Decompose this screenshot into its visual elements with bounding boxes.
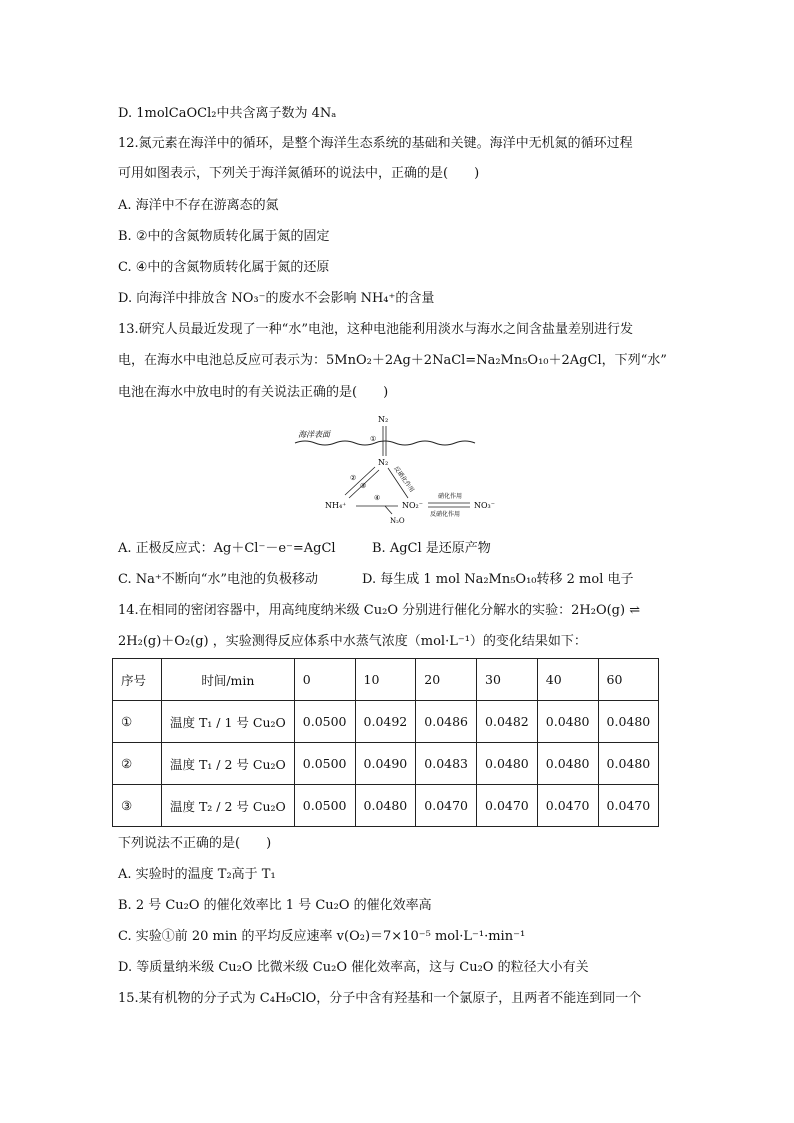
step-3-marker: ③ [360,482,367,490]
table-cell: 0.0500 [294,701,355,743]
table-header-row [113,659,659,701]
table-header-cell: 20 [416,659,477,701]
table-cell: 0.0480 [477,743,538,785]
table-cell: 0.0470 [598,785,659,827]
step-1-marker: ① [370,435,377,443]
q11-option-d: D. 1molCaOCl₂中共含离子数为 4Nₐ [118,106,337,121]
table-cell: 0.0480 [537,701,598,743]
nh4-label: NH₄⁺ [325,501,347,510]
table-header-cell: 30 [477,659,538,701]
denitrification-label-1: 反硝化作用 [392,465,416,494]
table-cell: 0.0500 [294,785,355,827]
step-2-marker: ② [350,474,357,482]
table-header-cell: 序号 [113,659,162,701]
table-cell: ③ [113,785,162,827]
table-header-cell: 时间/min [162,659,295,701]
q12-option-a: A. 海洋中不存在游离态的氮 [118,198,279,213]
table-cell: 温度 T₁ / 2 号 Cu₂O [162,743,295,785]
q12-option-b: B. ②中的含氮物质转化属于氮的固定 [118,229,330,244]
table-row [113,785,659,827]
table-cell: 0.0480 [598,743,659,785]
table-header-cell: 10 [355,659,416,701]
q12-stem-line2: 可用如图表示，下列关于海洋氮循环的说法中，正确的是( ) [118,166,480,181]
q14-option-d: D. 等质量纳米级 Cu₂O 比微米级 Cu₂O 催化效率高，这与 Cu₂O 的粒径大小有关 [118,960,589,975]
table-cell: 0.0480 [598,701,659,743]
table-row [113,701,659,743]
q15-stem-line1: 15.某有机物的分子式为 C₄H₉ClO，分子中含有羟基和一个氯原子，且两者不能连到同一个 [118,991,642,1006]
q13-option-b: B. AgCl 是还原产物 [372,541,491,556]
arrow-to-n2o [385,506,392,514]
nitrification-label: 硝化作用 [438,493,463,500]
q13-stem-line1: 13.研究人员最近发现了一种“水”电池，这种电池能利用淡水与海水之间含盐量差别进行发 [118,322,633,337]
q13-option-a: A. 正极反应式：Ag＋Cl⁻－e⁻=AgCl [118,541,336,556]
table-cell: 温度 T₂ / 2 号 Cu₂O [162,785,295,827]
table-cell: ② [113,743,162,785]
table-cell: 0.0470 [477,785,538,827]
step-4-marker: ④ [374,494,381,502]
q13-option-d: D. 每生成 1 mol Na₂Mn₅O₁₀转移 2 mol 电子 [362,572,634,587]
table-header-cell: 60 [598,659,659,701]
q12-option-d: D. 向海洋中排放含 NO₃⁻的废水不会影响 NH₄⁺的含量 [118,291,435,306]
q12-stem-line1: 12.氮元素在海洋中的循环，是整个海洋生态系统的基础和关键。海洋中无机氮的循环过程 [118,136,633,151]
q13-option-c: C. Na⁺不断向“水”电池的负极移动 [118,572,319,587]
sea-surface-wave [295,441,475,445]
table-cell: 0.0500 [294,743,355,785]
nitrogen-cycle-diagram [290,410,510,530]
q14-option-c: C. 实验①前 20 min 的平均反应速率 v(O₂)＝7×10⁻⁵ mol·L⁻¹·min⁻¹ [118,929,526,944]
table-row [113,743,659,785]
table-cell: 0.0482 [477,701,538,743]
table-cell: 温度 T₁ / 1 号 Cu₂O [162,701,295,743]
no3-label: NO₃⁻ [474,501,495,510]
table-cell: 0.0483 [416,743,477,785]
q14-option-a: A. 实验时的温度 T₂高于 T₁ [118,867,276,882]
q14-stem-line1: 14.在相同的密闭容器中，用高纯度纳米级 Cu₂O 分别进行催化分解水的实验：2H₂O(g) ⇌ [118,603,641,618]
n2-mid-label: N₂ [378,458,389,467]
q14-option-b: B. 2 号 Cu₂O 的催化效率比 1 号 Cu₂O 的催化效率高 [118,898,432,913]
q14-stem-line2: 2H₂(g)＋O₂(g) ，实验测得反应体系中水蒸气浓度（mol·L⁻¹）的变化结果如下： [118,634,587,649]
denitrification-label-2: 反硝化作用 [430,511,461,518]
table-header-cell: 40 [537,659,598,701]
n2o-label: N₂O [390,517,405,525]
sea-surface-label: 海洋表面 [298,430,330,439]
table-cell: 0.0492 [355,701,416,743]
table-cell: 0.0480 [355,785,416,827]
table-cell: 0.0480 [537,743,598,785]
q13-stem-line3: 电池在海水中放电时的有关说法正确的是( ) [118,385,389,400]
table-cell: 0.0486 [416,701,477,743]
no2-label: NO₂⁻ [402,501,423,510]
table-header-cell: 0 [294,659,355,701]
table-cell: 0.0470 [537,785,598,827]
table-cell: ① [113,701,162,743]
experiment-table [112,658,659,827]
q14-stem-line3: 下列说法不正确的是( ) [118,836,272,851]
n2-top-label: N₂ [378,415,389,424]
table-cell: 0.0490 [355,743,416,785]
q13-stem-line2: 电，在海水中电池总反应可表示为：5MnO₂＋2Ag＋2NaCl=Na₂Mn₅O₁₀＋2AgCl，下列“水” [118,353,667,368]
q12-option-c: C. ④中的含氮物质转化属于氮的还原 [118,260,330,275]
table-cell: 0.0470 [416,785,477,827]
